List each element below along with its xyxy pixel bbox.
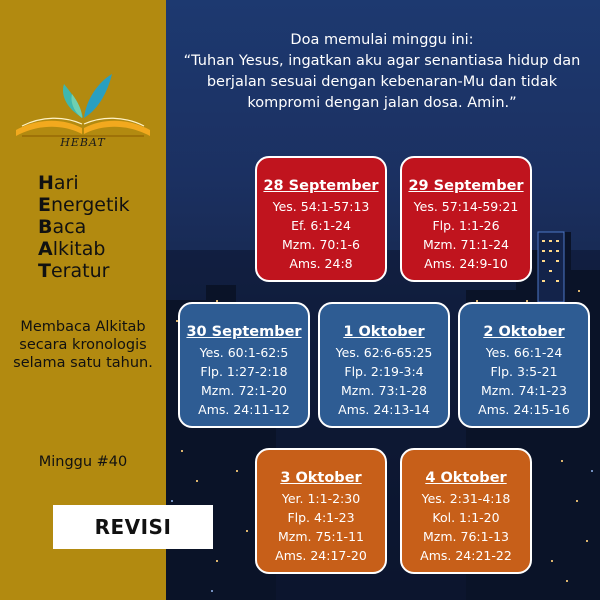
card-reference: Ams. 24:8: [289, 256, 353, 271]
card-reference: Flp. 1:27-2:18: [200, 364, 288, 379]
acronym-capital: E: [38, 194, 51, 216]
acronym-capital: A: [38, 238, 53, 260]
acronym-capital: T: [38, 260, 51, 282]
acronym-list: [38, 172, 163, 282]
acronym-row: [38, 260, 163, 282]
card-reference: Ams. 24:11-12: [198, 402, 290, 417]
revision-badge: REVISI: [53, 505, 213, 549]
acronym-row: [38, 216, 163, 238]
weekly-prayer: [172, 30, 592, 114]
reading-card-2-oktober: [458, 302, 590, 428]
acronym-rest: eratur: [50, 260, 110, 282]
program-description: Membaca Alkitab secara kronologis selama satu tahun.: [13, 319, 153, 371]
reading-card-4-oktober: [400, 448, 532, 574]
acronym-rest: ari: [53, 172, 79, 194]
card-reference: Flp. 3:5-21: [490, 364, 558, 379]
acronym-capital: H: [38, 172, 54, 194]
acronym-rest: nergetik: [50, 194, 130, 216]
card-reference: Mzm. 75:1-11: [278, 529, 364, 544]
card-date: 1 Oktober: [343, 324, 425, 340]
acronym-rest: lkitab: [52, 238, 106, 260]
reading-card-30-september: [178, 302, 310, 428]
card-date: 29 September: [408, 178, 524, 194]
card-reference: Mzm. 73:1-28: [341, 383, 427, 398]
card-reference: Yes. 2:31-4:18: [421, 491, 511, 506]
card-reference: Ef. 6:1-24: [291, 218, 351, 233]
card-reference: Yes. 60:1-62:5: [199, 345, 289, 360]
card-date: 3 Oktober: [280, 470, 362, 486]
card-date: 4 Oktober: [425, 470, 507, 486]
reading-card-3-oktober: [255, 448, 387, 574]
logo-wordmark: HEBAT: [60, 136, 106, 149]
card-reference: Mzm. 76:1-13: [423, 529, 509, 544]
reading-card-1-oktober: [318, 302, 450, 428]
card-reference: Yes. 62:6-65:25: [335, 345, 433, 360]
card-reference: Mzm. 71:1-24: [423, 237, 509, 252]
acronym-row: [38, 172, 163, 194]
acronym-row: [38, 238, 163, 260]
prayer-heading: Doa memulai minggu ini:: [290, 32, 474, 48]
prayer-text: “Tuhan Yesus, ingatkan aku agar senantiasa hidup dan berjalan sesuai dengan kebenaran-Mu dan tidak kompromi dengan jalan dosa. Amin.”: [183, 53, 581, 111]
card-reference: Mzm. 72:1-20: [201, 383, 287, 398]
card-reference: Flp. 4:1-23: [287, 510, 355, 525]
card-reference: Ams. 24:9-10: [424, 256, 508, 271]
card-date: 30 September: [186, 324, 302, 340]
card-date: 28 September: [263, 178, 379, 194]
card-reference: Ams. 24:21-22: [420, 548, 512, 563]
card-reference: Flp. 1:1-26: [432, 218, 500, 233]
card-reference: Ams. 24:17-20: [275, 548, 367, 563]
card-reference: Yes. 54:1-57:13: [272, 199, 370, 214]
card-reference: Yes. 57:14-59:21: [413, 199, 519, 214]
card-reference: Mzm. 74:1-23: [481, 383, 567, 398]
card-reference: Yes. 66:1-24: [485, 345, 563, 360]
acronym-rest: aca: [52, 216, 87, 238]
card-reference: Mzm. 70:1-6: [281, 237, 360, 252]
acronym-row: [38, 194, 163, 216]
card-reference: Ams. 24:13-14: [338, 402, 430, 417]
card-reference: Kol. 1:1-20: [432, 510, 500, 525]
card-date: 2 Oktober: [483, 324, 565, 340]
card-reference: Yer. 1:1-2:30: [281, 491, 361, 506]
reading-card-28-september: [255, 156, 387, 282]
week-label: Minggu #40: [38, 454, 128, 470]
reading-card-29-september: [400, 156, 532, 282]
card-reference: Flp. 2:19-3:4: [344, 364, 424, 379]
card-reference: Ams. 24:15-16: [478, 402, 570, 417]
acronym-capital: B: [38, 216, 53, 238]
